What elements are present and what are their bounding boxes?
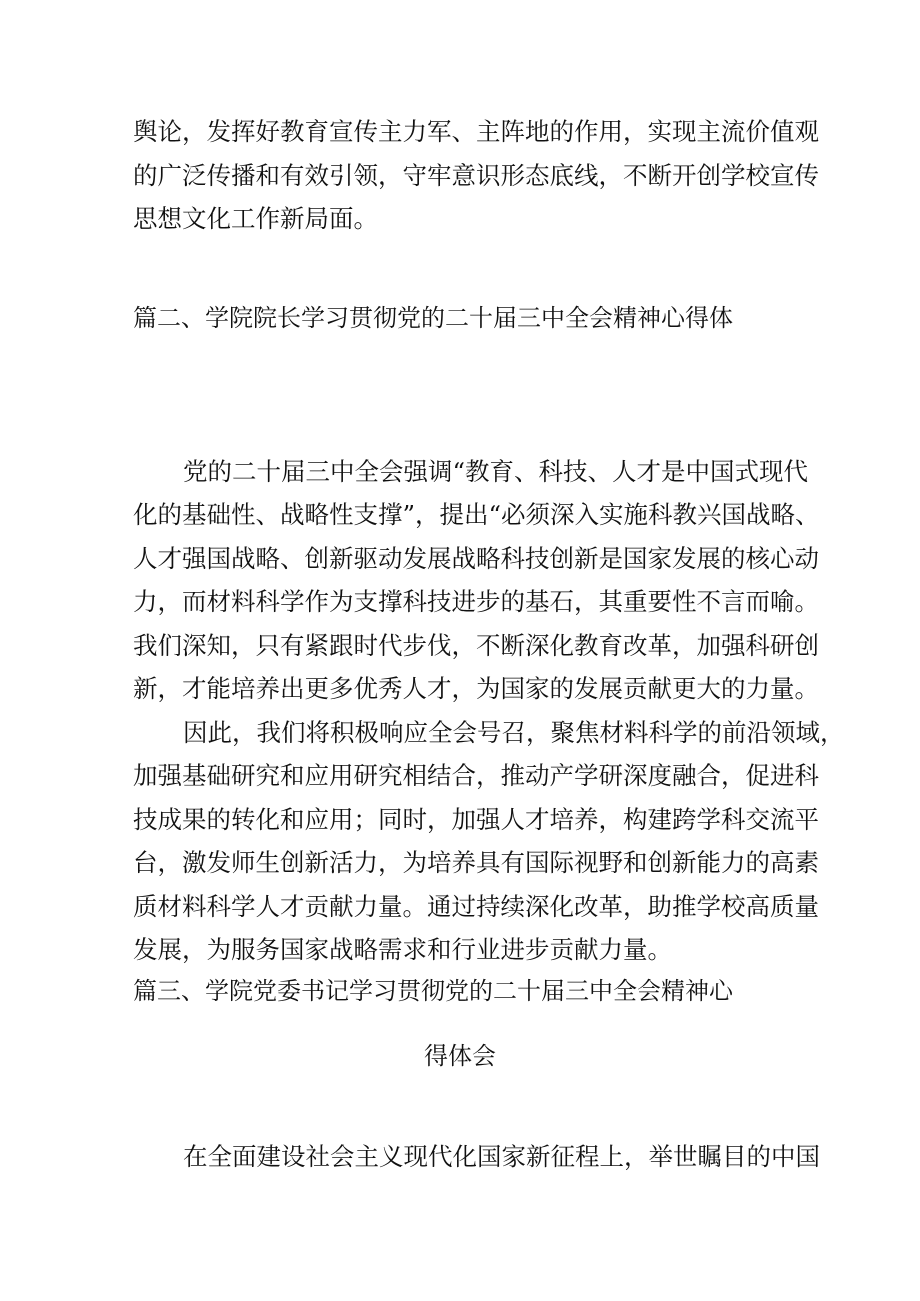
text-line: 台，激发师生创新活力，为培养具有国际视野和创新能力的高素 xyxy=(133,848,819,877)
text-line: 我们深知，只有紧跟时代步伐，不断深化教育改革，加强科研创 xyxy=(133,631,819,660)
text-line: 力，而材料科学作为支撑科技进步的基石，其重要性不言而喻。 xyxy=(133,587,819,616)
text-line: 人才强国战略、创新驱动发展战略科技创新是国家发展的核心动 xyxy=(133,544,819,573)
text-line: 加强基础研究和应用研究相结合，推动产学研深度融合，促进科 xyxy=(133,761,819,790)
text-line: 质材料科学人才贡献力量。通过持续深化改革，助推学校高质量 xyxy=(133,892,819,921)
text-line: 因此，我们将积极响应全会号召，聚焦材料科学的前沿领域， xyxy=(183,718,845,747)
text-line: 思想文化工作新局面。 xyxy=(133,204,378,233)
section-3-heading-continued: 得体会 xyxy=(424,1042,496,1070)
text-line: 党的二十届三中全会强调“教育、科技、人才是中国式现代 xyxy=(183,457,809,486)
section-3-heading: 篇三、学院党委书记学习贯彻党的二十届三中全会精神心 xyxy=(133,977,733,1005)
text-line: 的广泛传播和有效引领，守牢意识形态底线，不断开创学校宣传 xyxy=(133,161,819,190)
text-line: 舆论，发挥好教育宣传主力军、主阵地的作用，实现主流价值观 xyxy=(133,117,819,146)
text-line: 技成果的转化和应用；同时，加强人才培养，构建跨学科交流平 xyxy=(133,805,819,834)
text-line: 化的基础性、战略性支撑”，提出“必须深入实施科教兴国战略、 xyxy=(133,500,820,529)
text-line: 新，才能培养出更多优秀人才，为国家的发展贡献更大的力量。 xyxy=(133,674,819,703)
section-2-heading: 篇二、学院院长学习贯彻党的二十届三中全会精神心得体 xyxy=(133,304,733,332)
text-line: 发展，为服务国家战略需求和行业进步贡献力量。 xyxy=(133,935,672,964)
text-line: 在全面建设社会主义现代化国家新征程上，举世瞩目的中国 xyxy=(183,1142,820,1171)
